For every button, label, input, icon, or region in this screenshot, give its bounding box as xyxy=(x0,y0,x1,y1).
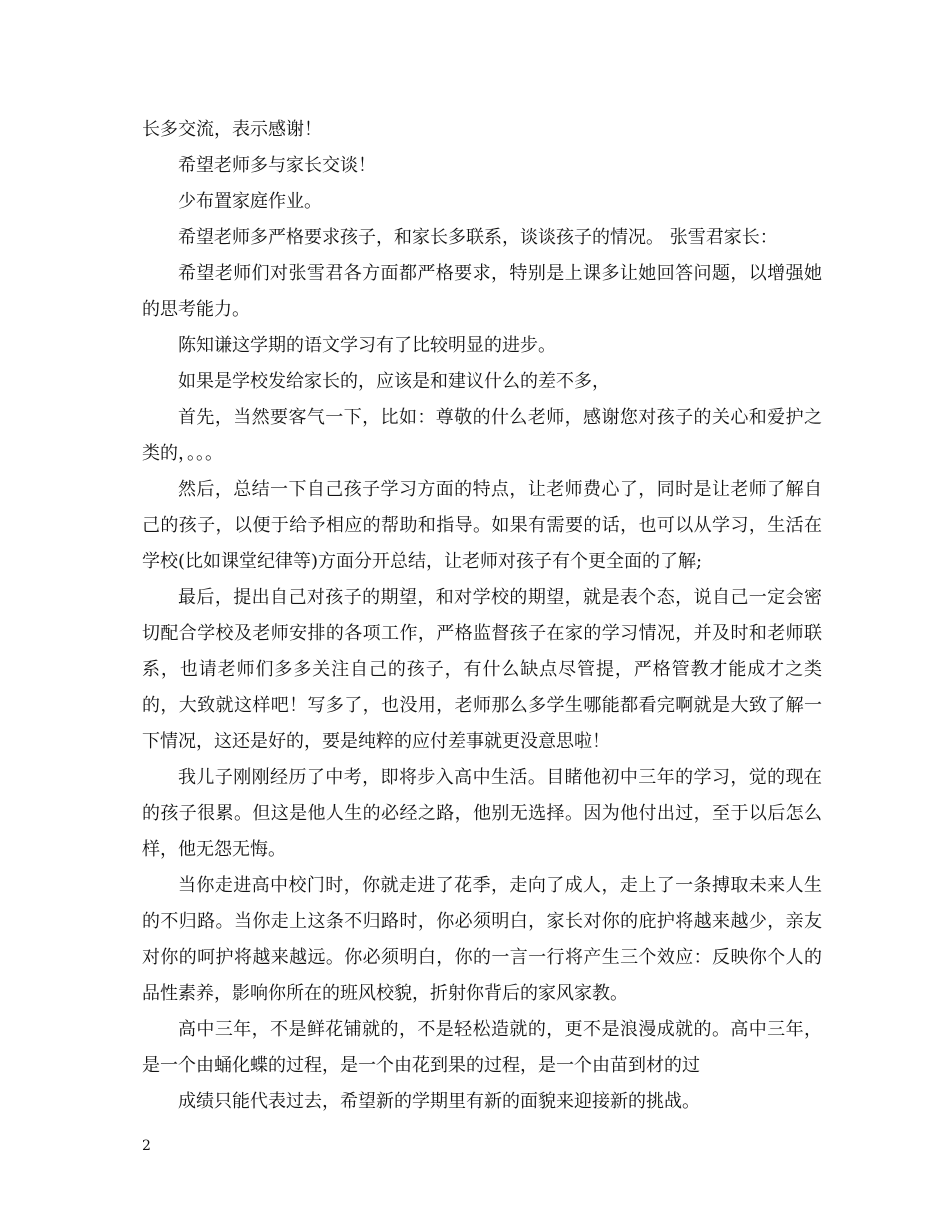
paragraph: 如果是学校发给家长的，应该是和建议什么的差不多， xyxy=(178,371,610,392)
paragraph: 首先，当然要客气一下，比如：尊敬的什么老师，感谢您对孩子的关心和爱护之类的，。。。 xyxy=(142,407,822,464)
paragraph: 陈知谦这学期的语文学习有了比较明显的进步。 xyxy=(178,335,556,356)
document-body xyxy=(142,112,822,1120)
paragraph: 当你走进高中校门时，你就走进了花季，走向了成人，走上了一条搏取未来人生的不归路。当你走上这条不归路时，你必须明白，家长对你的庇护将越来越少，亲友对你的呵护将越来越远。你必须明白，你的一言一行将产生三个效应：反映你个人的品性素养，影响你所在的班风校貌，折射你背后的家风家教。 xyxy=(142,875,822,1004)
paragraph: 长多交流，表示感谢！ xyxy=(142,119,322,140)
paragraph: 希望老师们对张雪君各方面都严格要求，特别是上课多让她回答问题，以增强她的思考能力。 xyxy=(142,263,822,320)
paragraph: 成绩只能代表过去，希望新的学期里有新的面貌来迎接新的挑战。 xyxy=(178,1091,700,1112)
paragraph: 高中三年，不是鲜花铺就的，不是轻松造就的，更不是浪漫成就的。高中三年，是一个由蛹化蝶的过程，是一个由花到果的过程，是一个由苗到材的过 xyxy=(142,1019,822,1076)
paragraph: 希望老师多与家长交谈！ xyxy=(178,155,376,176)
paragraph: 我儿子刚刚经历了中考，即将步入高中生活。目睹他初中三年的学习，觉的现在的孩子很累。但这是他人生的必经之路，他别无选择。因为他付出过，至于以后怎么样，他无怨无悔。 xyxy=(142,767,822,860)
paragraph: 希望老师多严格要求孩子，和家长多联系，谈谈孩子的情况。 张雪君家长： xyxy=(178,227,778,248)
paragraph: 最后，提出自己对孩子的期望，和对学校的期望，就是表个态，说自己一定会密切配合学校及老师安排的各项工作，严格监督孩子在家的学习情况，并及时和老师联系，也请老师们多多关注自己的孩子，有什么缺点尽管提，严格管教才能成才之类的，大致就这样吧！写多了，也没用，老师那么多学生哪能都看完啊就是大致了解一下情况，这还是好的，要是纯粹的应付差事就更没意思啦！ xyxy=(142,587,822,752)
page-number: 2 xyxy=(142,1138,151,1154)
paragraph: 少布置家庭作业。 xyxy=(178,191,322,212)
paragraph: 然后，总结一下自己孩子学习方面的特点，让老师费心了，同时是让老师了解自己的孩子，以便于给予相应的帮助和指导。如果有需要的话，也可以从学习，生活在学校(比如课堂纪律等)方面分开总结，让老师对孩子有个更全面的了解; xyxy=(142,479,822,572)
